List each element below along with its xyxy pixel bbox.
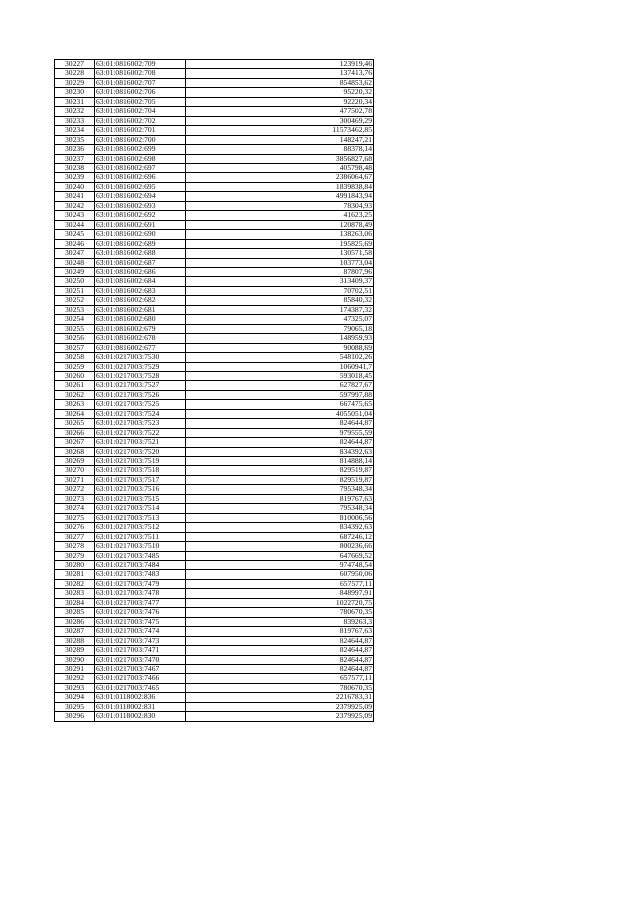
table-row [55, 551, 374, 560]
table-row [55, 494, 374, 503]
row-number-cell: 30234 [55, 126, 95, 135]
cadastral-number-cell: 63:01:0217003:7471 [95, 646, 186, 655]
cadastral-number-cell: 63:01:0217003:7516 [95, 485, 186, 494]
row-number-cell: 30254 [55, 315, 95, 324]
table-row [55, 485, 374, 494]
cadastral-value-cell: 85840,32 [186, 296, 374, 305]
table-row [55, 324, 374, 333]
cadastral-value-cell: 824644,87 [186, 665, 374, 674]
row-number-cell: 30276 [55, 523, 95, 532]
table-row [55, 466, 374, 475]
row-number-cell: 30255 [55, 324, 95, 333]
row-number-cell: 30284 [55, 598, 95, 607]
table-row [55, 353, 374, 362]
cadastral-number-cell: 63:01:0816002:701 [95, 126, 186, 135]
cadastral-value-cell: 47325,07 [186, 315, 374, 324]
cadastral-number-cell: 63:01:0217003:7473 [95, 636, 186, 645]
cadastral-number-cell: 63:01:0816002:694 [95, 192, 186, 201]
table-row [55, 362, 374, 371]
table-row [55, 88, 374, 97]
table-row [55, 116, 374, 125]
row-number-cell: 30289 [55, 646, 95, 655]
table-row [55, 504, 374, 513]
cadastral-number-cell: 63:01:0217003:7476 [95, 608, 186, 617]
cadastral-value-cell: 70702,51 [186, 286, 374, 295]
table-row [55, 277, 374, 286]
cadastral-value-cell: 3856827,68 [186, 154, 374, 163]
cadastral-number-cell: 63:01:0217003:7520 [95, 447, 186, 456]
cadastral-number-cell: 63:01:0217003:7479 [95, 579, 186, 588]
cadastral-number-cell: 63:01:0816002:705 [95, 97, 186, 106]
cadastral-value-cell: 780670,35 [186, 683, 374, 692]
table-row [55, 182, 374, 191]
cadastral-value-cell: 137413,76 [186, 69, 374, 78]
table-row [55, 192, 374, 201]
cadastral-number-cell: 63:01:0217003:7527 [95, 381, 186, 390]
cadastral-value-cell: 657577,11 [186, 579, 374, 588]
table-row [55, 371, 374, 380]
table-row [55, 201, 374, 210]
row-number-cell: 30265 [55, 419, 95, 428]
table-row [55, 674, 374, 683]
cadastral-number-cell: 63:01:0816002:695 [95, 182, 186, 191]
cadastral-number-cell: 63:01:0217003:7510 [95, 542, 186, 551]
table-row [55, 211, 374, 220]
cadastral-number-cell: 63:01:0816002:689 [95, 239, 186, 248]
table-row [55, 381, 374, 390]
cadastral-value-cell: 2216783,31 [186, 693, 374, 702]
row-number-cell: 30290 [55, 655, 95, 664]
table-row [55, 163, 374, 172]
table-row [55, 542, 374, 551]
row-number-cell: 30244 [55, 220, 95, 229]
row-number-cell: 30295 [55, 702, 95, 711]
cadastral-number-cell: 63:01:0816002:707 [95, 78, 186, 87]
cadastral-number-cell: 63:01:0217003:7475 [95, 617, 186, 626]
cadastral-value-cell: 4055051,04 [186, 409, 374, 418]
cadastral-value-cell: 814888,14 [186, 457, 374, 466]
row-number-cell: 30281 [55, 570, 95, 579]
cadastral-value-cell: 795348,34 [186, 504, 374, 513]
row-number-cell: 30269 [55, 457, 95, 466]
cadastral-number-cell: 63:01:0217003:7517 [95, 475, 186, 484]
row-number-cell: 30275 [55, 513, 95, 522]
row-number-cell: 30248 [55, 258, 95, 267]
cadastral-number-cell: 63:01:0217003:7514 [95, 504, 186, 513]
row-number-cell: 30272 [55, 485, 95, 494]
row-number-cell: 30263 [55, 400, 95, 409]
cadastral-number-cell: 63:01:0217003:7529 [95, 362, 186, 371]
cadastral-number-cell: 63:01:0816002:708 [95, 69, 186, 78]
row-number-cell: 30294 [55, 693, 95, 702]
cadastral-number-cell: 63:01:0217003:7515 [95, 494, 186, 503]
table-row [55, 249, 374, 258]
cadastral-number-cell: 63:01:0816002:692 [95, 211, 186, 220]
row-number-cell: 30283 [55, 589, 95, 598]
row-number-cell: 30239 [55, 173, 95, 182]
cadastral-value-cell: 854853,62 [186, 78, 374, 87]
cadastral-value-cell: 78304,93 [186, 201, 374, 210]
cadastral-number-cell: 63:01:0217003:7465 [95, 683, 186, 692]
table-row [55, 409, 374, 418]
row-number-cell: 30235 [55, 135, 95, 144]
cadastral-value-cell: 834392,63 [186, 523, 374, 532]
cadastral-value-cell: 1022720,75 [186, 598, 374, 607]
cadastral-number-cell: 63:01:0217003:7478 [95, 589, 186, 598]
cadastral-number-cell: 63:01:0816002:686 [95, 267, 186, 276]
table-row [55, 598, 374, 607]
cadastral-value-cell: 138263,06 [186, 230, 374, 239]
cadastral-number-cell: 63:01:0816002:699 [95, 145, 186, 154]
row-number-cell: 30242 [55, 201, 95, 210]
cadastral-number-cell: 63:01:0118002:831 [95, 702, 186, 711]
cadastral-number-cell: 63:01:0217003:7484 [95, 561, 186, 570]
cadastral-number-cell: 63:01:0217003:7526 [95, 390, 186, 399]
cadastral-number-cell: 63:01:0816002:680 [95, 315, 186, 324]
cadastral-value-cell: 834392,63 [186, 447, 374, 456]
row-number-cell: 30285 [55, 608, 95, 617]
table-row [55, 286, 374, 295]
cadastral-number-cell: 63:01:0816002:697 [95, 163, 186, 172]
table-row [55, 315, 374, 324]
cadastral-value-cell: 839263,3 [186, 617, 374, 626]
cadastral-number-cell: 63:01:0816002:682 [95, 296, 186, 305]
cadastral-value-cell: 120878,49 [186, 220, 374, 229]
row-number-cell: 30237 [55, 154, 95, 163]
cadastral-value-cell: 848997,91 [186, 589, 374, 598]
row-number-cell: 30247 [55, 249, 95, 258]
cadastral-number-cell: 63:01:0217003:7467 [95, 665, 186, 674]
cadastral-value-cell: 974748,54 [186, 561, 374, 570]
table-row [55, 447, 374, 456]
cadastral-value-cell: 667475,65 [186, 400, 374, 409]
cadastral-value-cell: 597997,88 [186, 390, 374, 399]
row-number-cell: 30271 [55, 475, 95, 484]
table-row [55, 475, 374, 484]
cadastral-value-cell: 824644,87 [186, 636, 374, 645]
cadastral-value-cell: 800236,66 [186, 542, 374, 551]
table-row [55, 296, 374, 305]
table-row [55, 78, 374, 87]
table-row [55, 665, 374, 674]
cadastral-number-cell: 63:01:0217003:7512 [95, 523, 186, 532]
table-row [55, 702, 374, 711]
cadastral-number-cell: 63:01:0816002:704 [95, 107, 186, 116]
row-number-cell: 30240 [55, 182, 95, 191]
cadastral-value-cell: 130571,58 [186, 249, 374, 258]
row-number-cell: 30260 [55, 371, 95, 380]
cadastral-value-cell: 824644,87 [186, 646, 374, 655]
cadastral-value-cell: 1060941,7 [186, 362, 374, 371]
row-number-cell: 30266 [55, 428, 95, 437]
cadastral-value-cell: 979555,59 [186, 428, 374, 437]
cadastral-value-cell: 593018,45 [186, 371, 374, 380]
cadastral-value-cell: 4991843,94 [186, 192, 374, 201]
row-number-cell: 30245 [55, 230, 95, 239]
cadastral-number-cell: 63:01:0217003:7466 [95, 674, 186, 683]
row-number-cell: 30273 [55, 494, 95, 503]
table-row [55, 589, 374, 598]
table-row [55, 419, 374, 428]
cadastral-value-cell: 824644,87 [186, 438, 374, 447]
cadastral-number-cell: 63:01:0217003:7485 [95, 551, 186, 560]
row-number-cell: 30264 [55, 409, 95, 418]
cadastral-value-cell: 2386064,67 [186, 173, 374, 182]
cadastral-value-cell: 548102,26 [186, 353, 374, 362]
cadastral-number-cell: 63:01:0816002:696 [95, 173, 186, 182]
cadastral-value-cell: 780670,35 [186, 608, 374, 617]
cadastral-number-cell: 63:01:0118002:830 [95, 712, 186, 721]
row-number-cell: 30232 [55, 107, 95, 116]
cadastral-value-cell: 477502,78 [186, 107, 374, 116]
cadastral-number-cell: 63:01:0816002:698 [95, 154, 186, 163]
cadastral-number-cell: 63:01:0217003:7477 [95, 598, 186, 607]
cadastral-number-cell: 63:01:0217003:7528 [95, 371, 186, 380]
cadastral-value-cell: 829519,87 [186, 466, 374, 475]
cadastral-number-cell: 63:01:0217003:7522 [95, 428, 186, 437]
row-number-cell: 30270 [55, 466, 95, 475]
row-number-cell: 30250 [55, 277, 95, 286]
row-number-cell: 30236 [55, 145, 95, 154]
cadastral-value-cell: 92220,34 [186, 97, 374, 106]
row-number-cell: 30230 [55, 88, 95, 97]
cadastral-value-cell: 795348,34 [186, 485, 374, 494]
cadastral-value-cell: 313409,37 [186, 277, 374, 286]
cadastral-value-cell: 11573462,85 [186, 126, 374, 135]
cadastral-number-cell: 63:01:0816002:691 [95, 220, 186, 229]
cadastral-number-cell: 63:01:0816002:681 [95, 305, 186, 314]
cadastral-number-cell: 63:01:0118002:836 [95, 693, 186, 702]
row-number-cell: 30262 [55, 390, 95, 399]
row-number-cell: 30279 [55, 551, 95, 560]
table-row [55, 173, 374, 182]
table-row [55, 343, 374, 352]
row-number-cell: 30257 [55, 343, 95, 352]
cadastral-value-cell: 819767,63 [186, 494, 374, 503]
cadastral-value-cell: 607950,06 [186, 570, 374, 579]
table-row [55, 617, 374, 626]
cadastral-number-cell: 63:01:0217003:7483 [95, 570, 186, 579]
cadastral-value-cell: 79065,18 [186, 324, 374, 333]
row-number-cell: 30274 [55, 504, 95, 513]
table-row [55, 135, 374, 144]
cadastral-value-table [54, 59, 374, 722]
table-row [55, 400, 374, 409]
cadastral-value-cell: 148247,21 [186, 135, 374, 144]
cadastral-value-cell: 95220,32 [186, 88, 374, 97]
row-number-cell: 30249 [55, 267, 95, 276]
table-row [55, 334, 374, 343]
row-number-cell: 30258 [55, 353, 95, 362]
row-number-cell: 30256 [55, 334, 95, 343]
table-row [55, 267, 374, 276]
cadastral-value-cell: 2379925,09 [186, 702, 374, 711]
row-number-cell: 30288 [55, 636, 95, 645]
row-number-cell: 30229 [55, 78, 95, 87]
cadastral-value-cell: 174387,32 [186, 305, 374, 314]
cadastral-value-cell: 824644,87 [186, 655, 374, 664]
cadastral-number-cell: 63:01:0816002:684 [95, 277, 186, 286]
cadastral-value-cell: 647669,52 [186, 551, 374, 560]
cadastral-value-cell: 88378,14 [186, 145, 374, 154]
table-row [55, 220, 374, 229]
table-row [55, 570, 374, 579]
cadastral-number-cell: 63:01:0816002:693 [95, 201, 186, 210]
table-row [55, 428, 374, 437]
cadastral-number-cell: 63:01:0217003:7524 [95, 409, 186, 418]
row-number-cell: 30251 [55, 286, 95, 295]
cadastral-number-cell: 63:01:0217003:7530 [95, 353, 186, 362]
cadastral-number-cell: 63:01:0217003:7518 [95, 466, 186, 475]
table-row [55, 69, 374, 78]
cadastral-value-cell: 657577,11 [186, 674, 374, 683]
row-number-cell: 30293 [55, 683, 95, 692]
table-row [55, 627, 374, 636]
table-row [55, 390, 374, 399]
cadastral-number-cell: 63:01:0816002:690 [95, 230, 186, 239]
table-row [55, 561, 374, 570]
table-row [55, 683, 374, 692]
row-number-cell: 30291 [55, 665, 95, 674]
row-number-cell: 30280 [55, 561, 95, 570]
cadastral-value-cell: 829519,87 [186, 475, 374, 484]
row-number-cell: 30227 [55, 60, 95, 69]
cadastral-value-cell: 41623,25 [186, 211, 374, 220]
cadastral-value-cell: 824644,87 [186, 419, 374, 428]
table-row [55, 258, 374, 267]
table-row [55, 97, 374, 106]
row-number-cell: 30228 [55, 69, 95, 78]
table-row [55, 636, 374, 645]
cadastral-value-cell: 300469,29 [186, 116, 374, 125]
cadastral-value-cell: 819767,63 [186, 627, 374, 636]
cadastral-number-cell: 63:01:0217003:7470 [95, 655, 186, 664]
cadastral-value-cell: 103773,04 [186, 258, 374, 267]
row-number-cell: 30268 [55, 447, 95, 456]
cadastral-value-cell: 810006,56 [186, 513, 374, 522]
row-number-cell: 30233 [55, 116, 95, 125]
cadastral-number-cell: 63:01:0217003:7519 [95, 457, 186, 466]
cadastral-value-cell: 123919,46 [186, 60, 374, 69]
table-row [55, 655, 374, 664]
cadastral-value-cell: 195825,69 [186, 239, 374, 248]
cadastral-number-cell: 63:01:0816002:678 [95, 334, 186, 343]
table-row [55, 712, 374, 721]
cadastral-value-cell: 627827,67 [186, 381, 374, 390]
cadastral-number-cell: 63:01:0217003:7525 [95, 400, 186, 409]
row-number-cell: 30253 [55, 305, 95, 314]
table-row [55, 579, 374, 588]
row-number-cell: 30241 [55, 192, 95, 201]
cadastral-number-cell: 63:01:0816002:679 [95, 324, 186, 333]
table-row [55, 513, 374, 522]
cadastral-value-cell: 687246,12 [186, 532, 374, 541]
cadastral-value-cell: 90088,69 [186, 343, 374, 352]
row-number-cell: 30267 [55, 438, 95, 447]
cadastral-value-cell: 1839838,84 [186, 182, 374, 191]
table-row [55, 523, 374, 532]
table-row [55, 60, 374, 69]
cadastral-value-cell: 148959,93 [186, 334, 374, 343]
row-number-cell: 30282 [55, 579, 95, 588]
cadastral-value-cell: 87807,96 [186, 267, 374, 276]
cadastral-number-cell: 63:01:0816002:677 [95, 343, 186, 352]
row-number-cell: 30238 [55, 163, 95, 172]
cadastral-number-cell: 63:01:0816002:706 [95, 88, 186, 97]
table-row [55, 646, 374, 655]
table-row [55, 154, 374, 163]
row-number-cell: 30287 [55, 627, 95, 636]
table-row [55, 693, 374, 702]
row-number-cell: 30246 [55, 239, 95, 248]
table-row [55, 145, 374, 154]
row-number-cell: 30278 [55, 542, 95, 551]
table-row [55, 438, 374, 447]
cadastral-number-cell: 63:01:0816002:687 [95, 258, 186, 267]
row-number-cell: 30243 [55, 211, 95, 220]
row-number-cell: 30286 [55, 617, 95, 626]
row-number-cell: 30292 [55, 674, 95, 683]
table-row [55, 532, 374, 541]
cadastral-number-cell: 63:01:0816002:683 [95, 286, 186, 295]
table-row [55, 126, 374, 135]
table-row [55, 230, 374, 239]
table-row [55, 457, 374, 466]
table-row [55, 239, 374, 248]
table-row [55, 608, 374, 617]
table-body [55, 60, 374, 722]
table-row [55, 107, 374, 116]
row-number-cell: 30259 [55, 362, 95, 371]
cadastral-number-cell: 63:01:0217003:7474 [95, 627, 186, 636]
row-number-cell: 30252 [55, 296, 95, 305]
cadastral-number-cell: 63:01:0816002:709 [95, 60, 186, 69]
cadastral-number-cell: 63:01:0816002:688 [95, 249, 186, 258]
cadastral-number-cell: 63:01:0217003:7513 [95, 513, 186, 522]
cadastral-value-cell: 2379925,09 [186, 712, 374, 721]
row-number-cell: 30261 [55, 381, 95, 390]
cadastral-number-cell: 63:01:0816002:702 [95, 116, 186, 125]
cadastral-value-cell: 405798,48 [186, 163, 374, 172]
table-row [55, 305, 374, 314]
cadastral-number-cell: 63:01:0217003:7523 [95, 419, 186, 428]
row-number-cell: 30231 [55, 97, 95, 106]
cadastral-number-cell: 63:01:0217003:7521 [95, 438, 186, 447]
cadastral-number-cell: 63:01:0816002:700 [95, 135, 186, 144]
row-number-cell: 30277 [55, 532, 95, 541]
row-number-cell: 30296 [55, 712, 95, 721]
cadastral-number-cell: 63:01:0217003:7511 [95, 532, 186, 541]
